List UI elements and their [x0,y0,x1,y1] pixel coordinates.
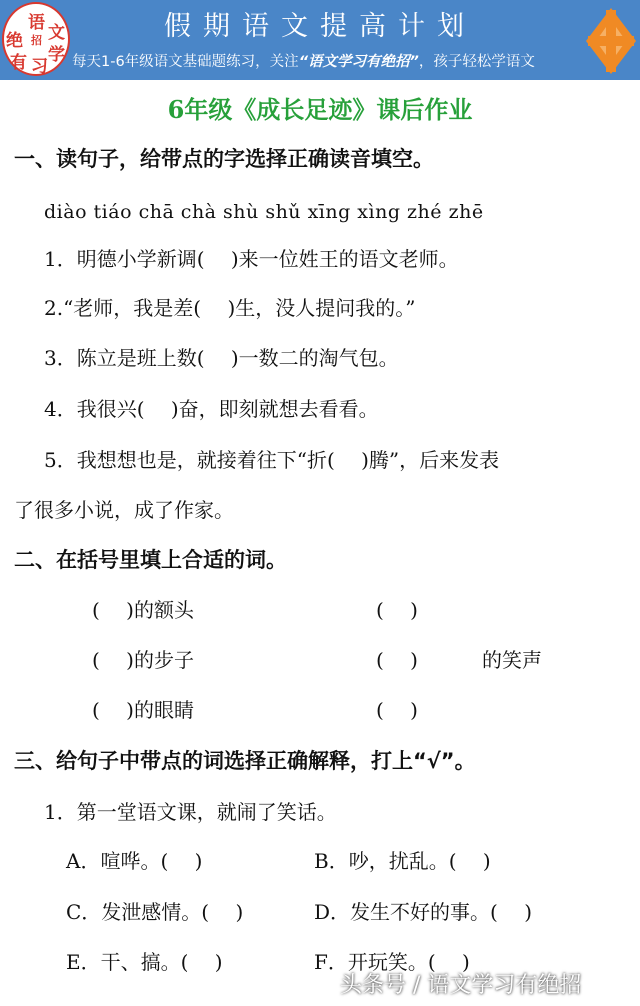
section-3-heading: 三、给句子中带点的词选择正确解释，打上“√”。 [14,749,476,773]
choice-option: D．发生不好的事。( ) [314,900,532,924]
section-2-heading: 二、在括号里填上合适的词。 [14,548,287,572]
logo-char: 招 [31,34,42,47]
fill-blank-item: ( ) [376,698,418,722]
question-item: 4．我很兴( )奋，即刻就想去看看。 [44,397,379,421]
question-item: 1．明德小学新调( )来一位姓王的语文老师。 [44,247,459,271]
logo-char: 文 [48,23,65,43]
logo-char: 习 [31,57,48,77]
question-item: 2.“老师，我是差( )生，没人提问我的。” [44,296,416,320]
header-banner [0,0,640,80]
banner-subtitle [72,50,592,71]
diamond-ornament-icon [584,6,638,76]
fill-blank-item: ( ) [376,598,418,622]
question-item: 5．我想想也是，就接着往下“折( )腾”，后来发表 [44,448,500,472]
page-title: 6年级《成长足迹》课后作业 [167,95,473,124]
logo-char: 学 [48,45,65,65]
fill-blank-item: ( )的额头 [92,598,194,622]
watermark: 头条号 / 语文学习有绝招 [340,973,582,998]
logo-char: 绝 [6,31,23,51]
logo-char: 语 [28,13,45,33]
choice-option: B．吵，扰乱。( ) [314,849,491,873]
question-item: 3．陈立是班上数( )一数二的淘气包。 [44,346,399,370]
banner-subtitle-post: ，孩子轻松学语文 [418,54,535,70]
choice-option: F．开玩笑。( ) [314,950,470,974]
brand-logo [2,2,70,76]
fill-blank-item: ( )的步子 [92,648,194,672]
logo-char: 有 [10,53,27,73]
question-continuation: 了很多小说，成了作家。 [14,498,234,522]
section-1-heading: 一、读句子，给带点的字选择正确读音填空。 [14,147,434,171]
choice-option: A．喧哗。( ) [66,849,203,873]
choice-option: C．发泄感情。( ) [66,900,244,924]
fill-blank-suffix: 的笑声 [482,648,542,672]
banner-title: 假期语文提高计划 [164,11,476,42]
fill-blank-item: ( ) [376,648,418,672]
pinyin-options: diào tiáo chā chà shù shǔ xīng xìng zhé zhē [44,201,484,223]
banner-subtitle-quote: “语文学习有绝招” [298,54,419,70]
fill-blank-item: ( )的眼睛 [92,698,194,722]
choice-option: E．干、搞。( ) [66,950,223,974]
question-item: 1．第一堂语文课，就闹了笑话。 [44,800,337,824]
banner-subtitle-pre: 每天1-6年级语文基础题练习，关注 [72,54,299,70]
